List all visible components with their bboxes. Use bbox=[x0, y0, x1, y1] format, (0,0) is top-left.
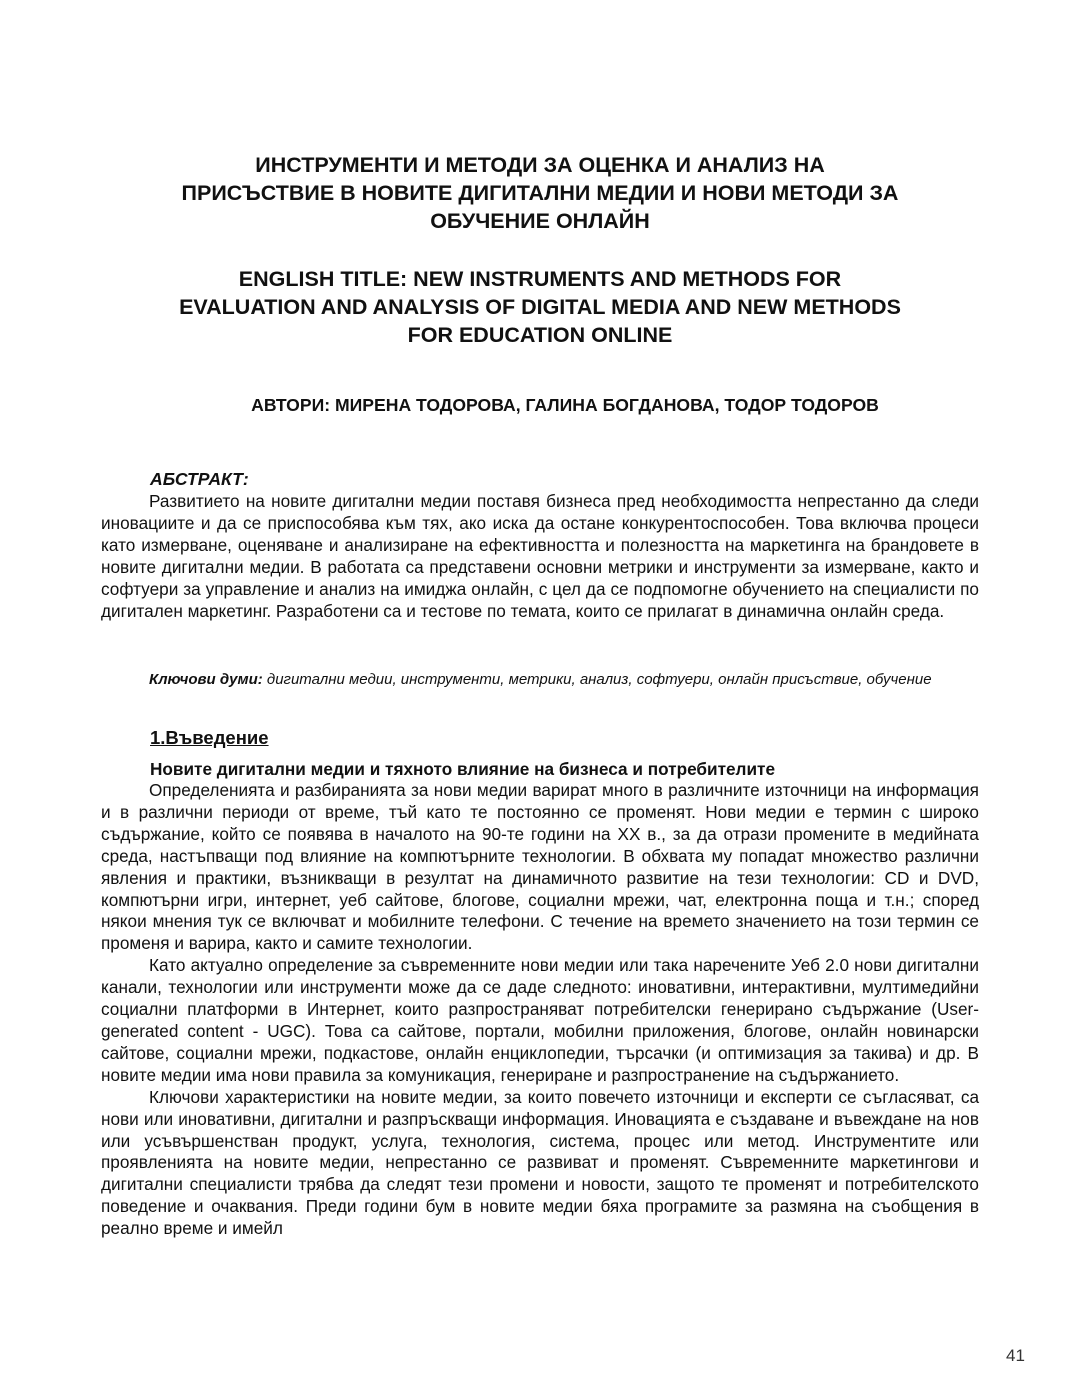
title-en-line-2: EVALUATION AND ANALYSIS OF DIGITAL MEDIA AND NEW METHODS bbox=[179, 295, 901, 319]
title-bg-line-3: ОБУЧЕНИЕ ОНЛАЙН bbox=[430, 209, 650, 233]
intro-paragraph-3: Ключови характеристики на новите медии, за които повечето източници и експерти се съгласяват, са нови или иновативни, дигитални и разпръскващи информация. Иновацията е създаване и въвеждане на нов или усъвършенстван продукт, услуга, технология, система, процес или метод. Инструментите или проявленията на новите медии, непрестанно се развиват и променят. Съвременните маркетингови и дигитални специалисти трябва да следят тези промени и новости, защото те променят и потребителското поведение и очаквания. Преди години бум в новите медии бяха програмите за размяна на съобщения в реално време и имейл bbox=[101, 1086, 979, 1239]
title-en-line-1: ENGLISH TITLE: NEW INSTRUMENTS AND METHODS FOR bbox=[238, 267, 842, 291]
title-bulgarian bbox=[100, 151, 980, 235]
intro-paragraph-1: Определенията и разбиранията за нови медии варират много в различните източници на информация и в различни периоди от време, тъй като те постоянно се променят. Нови медии е термин с широко съдържание, който се появява в началото на 90-те години на XX в., за да отрази промените в медийната среда, настъпващи под влияние на компютърните технологии. В обхвата му попадат множество различни явления и практики, възникващи в резултат на динамичното развитие на тези технологии: CD и DVD, компютърни игри, интернет, уеб сайтове, блогове, социални мрежи, чат, електронна поща и т.н.; според някои мнения тук се включват и мобилните телефони. С течение на времето значението на този термин се променя и варира, както и самите технологии. bbox=[101, 780, 979, 954]
keywords-label: Ключови думи: bbox=[149, 671, 263, 688]
keywords-list: дигитални медии, инструменти, метрики, анализ, софтуери, онлайн присъствие, обучение bbox=[262, 671, 932, 688]
introduction-body bbox=[101, 780, 979, 1240]
section-heading-introduction: 1.Въведение bbox=[150, 727, 269, 748]
abstract-paragraph: Развитието на новите дигитални медии поставя бизнеса пред необходимостта непрестанно да следи иновациите и да се приспособява към тях, ако иска да остане конкурентоспособен. Това включва процеси като измерване, оценяване и анализиране на ефективността и полезността на маркетинга на брандовете в новите дигитални медии. В работата са представени основни метрики и инструменти за измерване, както и софтуери за управление и анализ на имиджа онлайн, с цел да се подпомогне обучението на специалисти по дигитален маркетинг. Разработени са и тестове по темата, които се прилагат в динамична онлайн среда. bbox=[101, 491, 979, 621]
title-en-line-3: FOR EDUCATION ONLINE bbox=[407, 323, 673, 347]
keywords-line bbox=[101, 670, 979, 689]
subsection-heading: Новите дигитални медии и тяхното влияние на бизнеса и потребителите bbox=[150, 759, 776, 779]
authors-line: АВТОРИ: МИРЕНА ТОДОРОВА, ГАЛИНА БОГДАНОВА, ТОДОР ТОДОРОВ bbox=[251, 395, 879, 415]
title-bg-line-2: ПРИСЪСТВИЕ В НОВИТЕ ДИГИТАЛНИ МЕДИИ И НОВИ МЕТОДИ ЗА bbox=[181, 181, 899, 205]
intro-paragraph-2: Като актуално определение за съвременните нови медии или така наречените Уеб 2.0 нови дигитални канали, технологии или инструменти може да се даде следното: иновативни, интерактивни, мултимедийни социални платформи в Интернет, които разпространяват потребителски генерирано съдържание (User-generated content - UGC). Това са сайтове, портали, мобилни приложения, блогове, онлайн новинарски сайтове, социални мрежи, подкастове, онлайн енциклопедии, търсачки (и оптимизация за такива) и др. В новите медии има нови правила за комуникация, генериране и разпространение на съдържанието. bbox=[101, 955, 979, 1085]
abstract-heading: АБСТРАКТ: bbox=[150, 469, 249, 489]
page-number: 41 bbox=[1006, 1346, 1025, 1365]
abstract-body bbox=[101, 491, 979, 622]
title-bg-line-1: ИНСТРУМЕНТИ И МЕТОДИ ЗА ОЦЕНКА И АНАЛИЗ НА bbox=[255, 153, 825, 177]
title-english bbox=[100, 265, 980, 349]
